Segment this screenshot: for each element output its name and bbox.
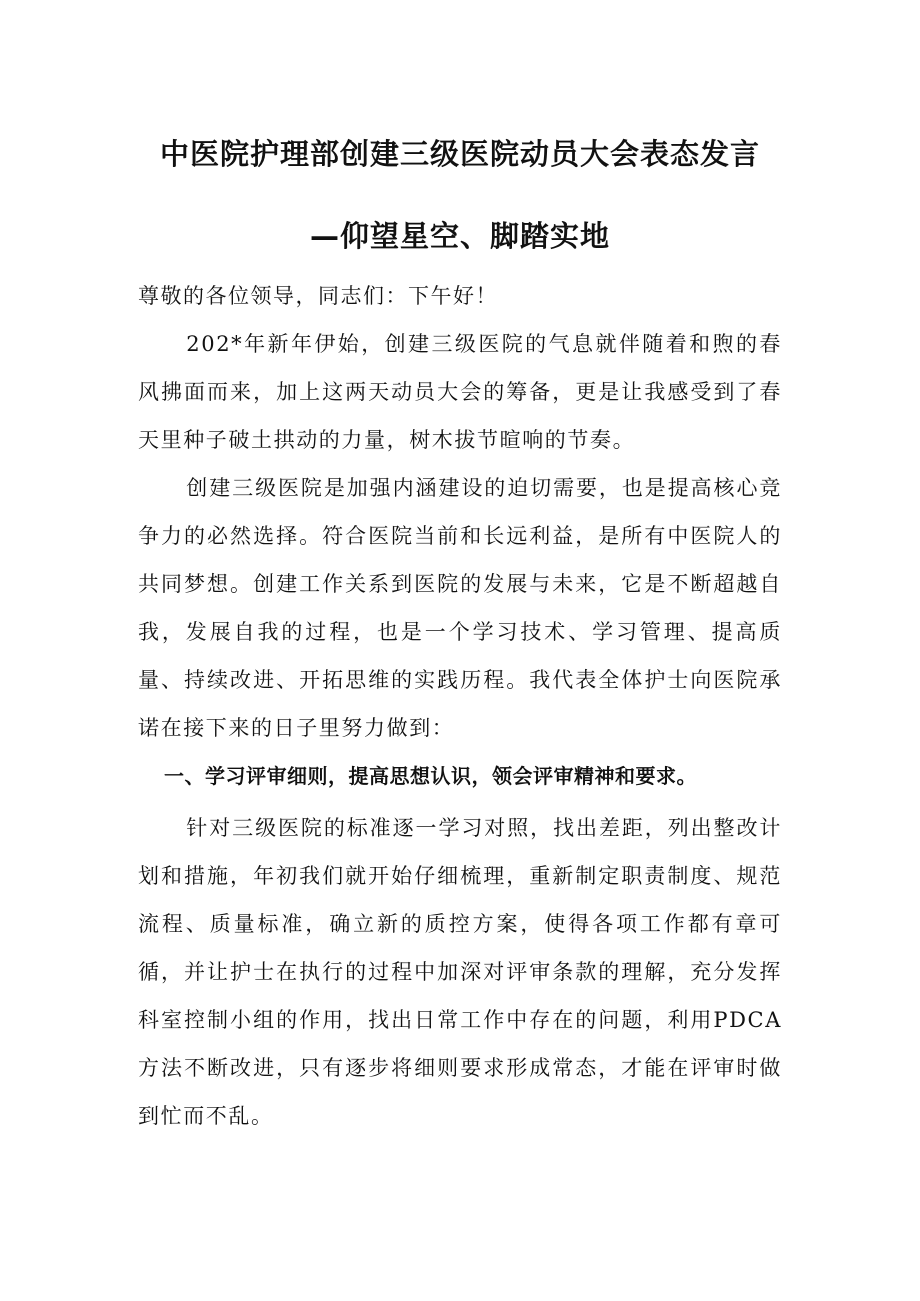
paragraph-purpose: 创建三级医院是加强内涵建设的迫切需要，也是提高核心竞争力的必然选择。符合医院当前和长远利益，是所有中医院人的共同梦想。创建工作关系到医院的发展与未来，它是不断超越自我，发展自我的过程，也是一个学习技术、学习管理、提高质量、持续改进、开拓思维的实践历程。我代表全体护士向医院承诺在接下来的日子里努力做到： [138, 476, 782, 740]
document-subtitle: —仰望星空、脚踏实地 [309, 219, 610, 253]
document-body [138, 272, 782, 1140]
salutation: 尊敬的各位领导，同志们：下午好！ [138, 284, 498, 308]
section-paragraph: 针对三级医院的标准逐一学习对照，找出差距，列出整改计划和措施，年初我们就开始仔细梳理，重新制定职责制度、规范流程、质量标准，确立新的质控方案，使得各项工作都有章可循，并让护士在执行的过程中加深对评审条款的理解，充分发挥科室控制小组的作用，找出日常工作中存在的问题，利用PDCA方法不断改进，只有逐步将细则要求形成常态，才能在评审时做到忙而不乱。 [138, 816, 782, 1128]
paragraph-opening: 202*年新年伊始，创建三级医院的气息就伴随着和煦的春风拂面而来，加上这两天动员大会的筹备，更是让我感受到了春天里种子破土拱动的力量，树木拔节暄响的节奏。 [138, 332, 782, 452]
document-title: 中医院护理部创建三级医院动员大会表态发言 [159, 137, 760, 171]
section-heading: 一、学习评审细则，提高思想认识，领会评审精神和要求。 [164, 764, 697, 788]
